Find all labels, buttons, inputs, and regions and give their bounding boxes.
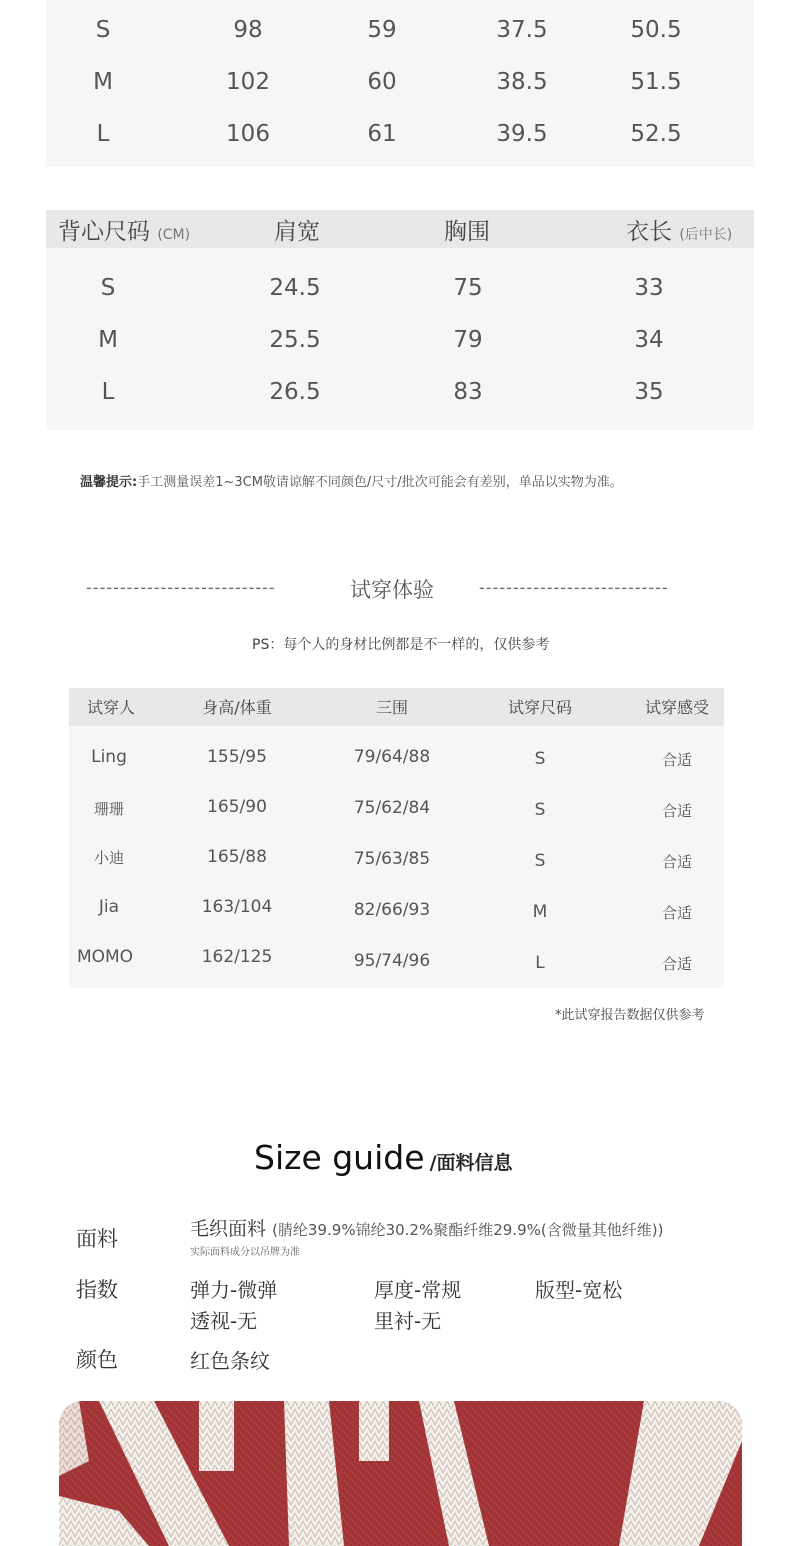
table-cell: 59 (367, 17, 397, 43)
table-cell: 37.5 (496, 17, 548, 43)
table-cell: 24.5 (269, 275, 321, 301)
size-guide-title: Size guide (254, 1138, 425, 1177)
report-note: *此试穿报告数据仅供参考 (555, 1008, 705, 1023)
size-cell: M (93, 69, 113, 95)
table-cell: 35 (634, 379, 664, 405)
height-weight: 155/95 (207, 747, 267, 767)
index-fit: 版型-宽松 (535, 1278, 623, 1302)
table-cell: 26.5 (269, 379, 321, 405)
size-cell: M (98, 327, 118, 353)
index-see-through: 透视-无 (190, 1309, 258, 1333)
fabric-note: 实际面料成分以吊牌为准 (190, 1247, 300, 1258)
table-cell: 102 (226, 69, 270, 95)
table-cell: 51.5 (630, 69, 682, 95)
header-tester: 试穿人 (86, 698, 136, 717)
measurement-tip (80, 471, 623, 490)
fit-feeling: 合适 (661, 802, 693, 820)
table-cell: 33 (634, 275, 664, 301)
color-value: 红色条纹 (190, 1349, 270, 1373)
header-length-note: (后中长) (679, 227, 733, 243)
tip-label: 温馨提示: (80, 475, 138, 490)
table-cell: 79 (453, 327, 483, 353)
size-guide-subtitle: /面料信息 (429, 1152, 513, 1174)
section-title: 试穿体验 (350, 578, 434, 602)
size-table (46, 0, 754, 167)
header-size-unit: (CM) (157, 227, 191, 243)
header-measurements: 三围 (375, 698, 409, 717)
fabric-photo (59, 1401, 742, 1546)
tester-name: 小迪 (93, 849, 125, 867)
tester-name: MOMO (76, 947, 134, 967)
tester-name: Ling (91, 747, 127, 767)
header-size (58, 210, 190, 254)
size-cell: L (101, 379, 115, 405)
tester-name: 珊珊 (93, 800, 125, 818)
table-cell: 60 (367, 69, 397, 95)
table-row (46, 314, 754, 366)
tried-size: S (534, 800, 546, 820)
fit-feeling: 合适 (661, 751, 693, 769)
table-row (46, 4, 754, 56)
table-row (46, 262, 754, 314)
table-cell: 34 (634, 327, 664, 353)
color-label: 颜色 (76, 1348, 118, 1372)
measurements: 79/64/88 (353, 747, 431, 767)
fit-feeling: 合适 (661, 955, 693, 973)
header-height-weight: 身高/体重 (202, 698, 272, 717)
index-lining: 里衬-无 (374, 1309, 442, 1333)
table-cell: 83 (453, 379, 483, 405)
tried-size: M (532, 902, 548, 922)
height-weight: 165/90 (207, 797, 267, 817)
fabric-composition: (腈纶39.9%锦纶30.2%聚酯纤维29.9%(含微量其他纤维)) (272, 1221, 664, 1239)
height-weight: 162/125 (201, 947, 273, 967)
header-length (626, 210, 732, 254)
header-length-label: 衣长 (626, 219, 672, 245)
measurements: 75/62/84 (353, 798, 431, 818)
table-row (46, 108, 754, 160)
index-thickness: 厚度-常规 (374, 1278, 462, 1302)
knit-stripes-image (59, 1401, 742, 1546)
measurements: 82/66/93 (353, 900, 431, 920)
fabric-label: 面料 (76, 1227, 118, 1251)
fit-feeling: 合适 (661, 853, 693, 871)
height-weight: 165/88 (207, 847, 267, 867)
table-cell: 98 (233, 17, 263, 43)
table-cell: 50.5 (630, 17, 682, 43)
size-cell: L (96, 121, 110, 147)
tryon-table (69, 688, 724, 988)
vest-size-table (46, 210, 754, 430)
measurements: 95/74/96 (353, 951, 431, 971)
table-row (46, 56, 754, 108)
fabric-name-line (190, 1214, 663, 1241)
header-tried-size: 试穿尺码 (507, 698, 573, 717)
tip-text: 手工测量误差1~3CM敬请谅解不同颜色/尺寸/批次可能会有差别，单品以实物为准。 (137, 475, 623, 490)
tried-size: S (534, 851, 546, 871)
table-cell: 39.5 (496, 121, 548, 147)
measurements: 75/63/85 (353, 849, 431, 869)
table-cell: 75 (453, 275, 483, 301)
size-cell: S (100, 275, 116, 301)
divider-right: ---------------------------- (479, 578, 669, 597)
ps-note: PS：每个人的身材比例都是不一样的，仅供参考 (252, 637, 550, 653)
size-guide-heading (254, 1138, 513, 1177)
size-cell: S (95, 17, 111, 43)
table-cell: 52.5 (630, 121, 682, 147)
header-shoulder: 肩宽 (274, 219, 320, 245)
tried-size: L (535, 953, 545, 973)
fabric-name: 毛织面料 (190, 1218, 267, 1240)
table-cell: 38.5 (496, 69, 548, 95)
tester-name: Jia (98, 897, 120, 917)
fit-feeling: 合适 (661, 904, 693, 922)
divider-left: ---------------------------- (86, 578, 276, 597)
table-cell: 61 (367, 121, 397, 147)
table-row (46, 366, 754, 418)
header-feeling: 试穿感受 (644, 698, 710, 717)
table-cell: 106 (226, 121, 270, 147)
tried-size: S (534, 749, 546, 769)
index-label: 指数 (76, 1278, 118, 1302)
header-chest: 胸围 (444, 219, 490, 245)
height-weight: 163/104 (201, 897, 273, 917)
table-cell: 25.5 (269, 327, 321, 353)
header-size-label: 背心尺码 (58, 219, 150, 245)
index-elasticity: 弹力-微弹 (190, 1278, 278, 1302)
